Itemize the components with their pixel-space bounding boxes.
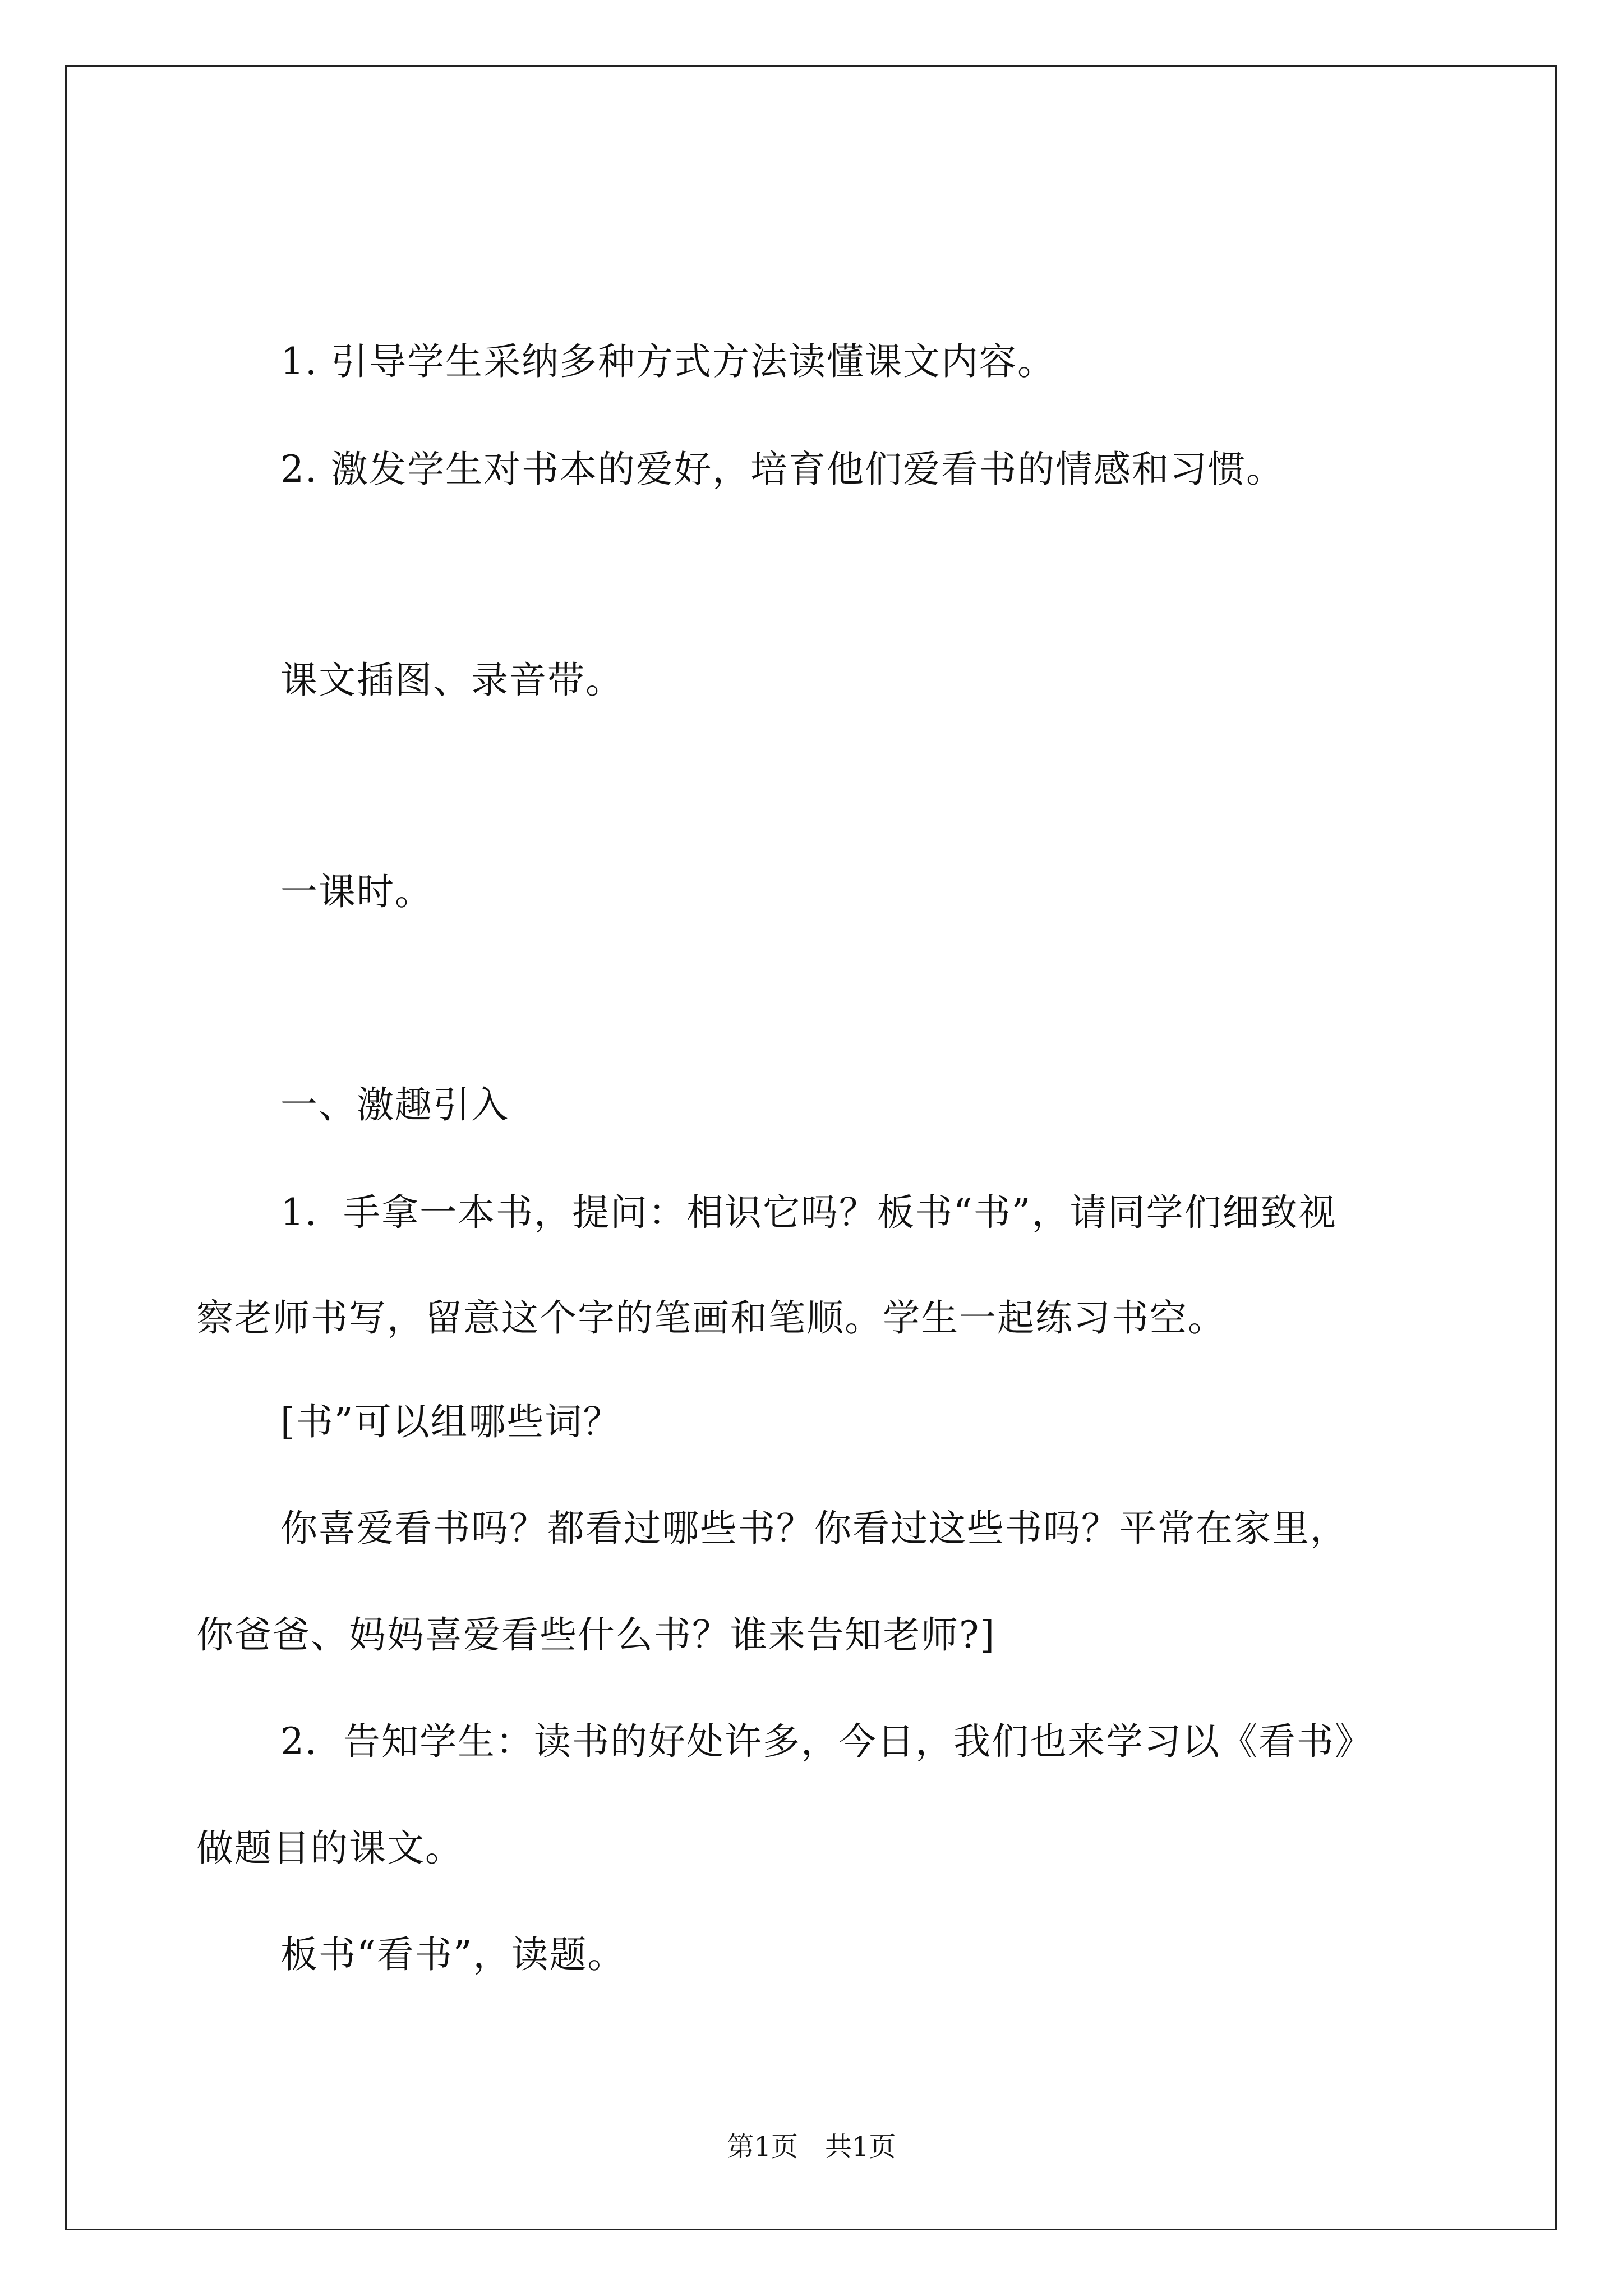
objective-line-1: 1. 引导学生采纳多种方式方法读懂课文内容。 [280,340,1055,383]
objective-line-2: 2. 激发学生对书本的爱好，培育他们爱看书的情感和习惯。 [280,448,1284,491]
paragraph-line: [书”可以组哪些词？ [280,1400,621,1443]
paragraph-line: 2．告知学生：读书的好处许多，今日，我们也来学习以《看书》 [280,1720,1373,1763]
page-number: 第1页 共1页 [727,2131,896,2162]
materials-line: 课文插图、录音带。 [280,659,624,702]
paragraph-line: 察老师书写，留意这个字的笔画和笔顺。学生一起练习书空。 [196,1296,1226,1340]
duration-line: 一课时。 [280,870,433,913]
paragraph-line: 板书“看书”，读题。 [280,1933,626,1976]
paragraph-line: 做题目的课文。 [196,1826,463,1870]
section-heading: 一、激趣引入 [280,1083,509,1126]
paragraph-line: 你喜爱看书吗？都看过哪些书？你看过这些书吗？平常在家里， [280,1507,1348,1550]
page-border [65,65,1557,2230]
paragraph-line: 你爸爸、妈妈喜爱看些什么书？谁来告知老师?] [196,1613,996,1657]
paragraph-line: 1．手拿一本书，提问：相识它吗？板书“书”，请同学们细致视 [280,1191,1337,1234]
